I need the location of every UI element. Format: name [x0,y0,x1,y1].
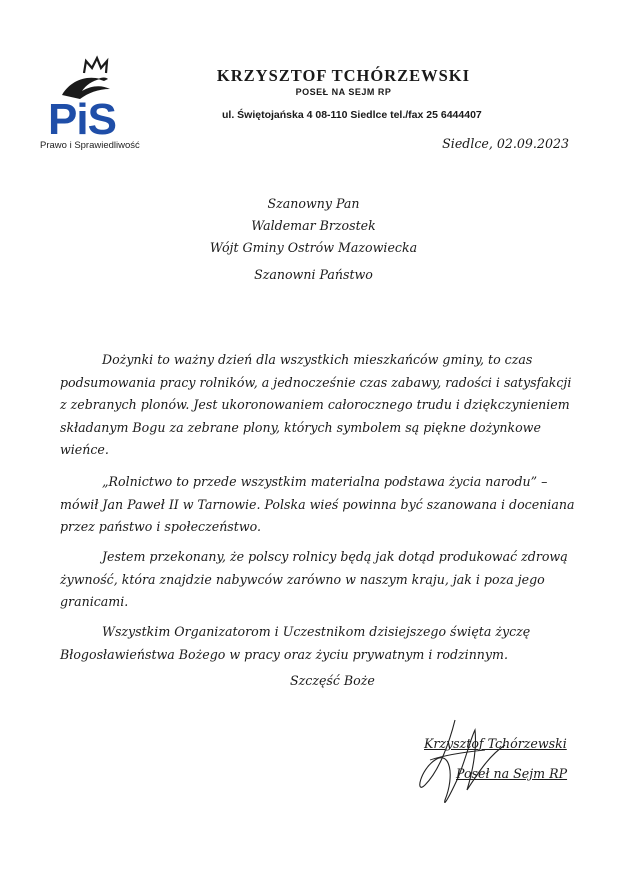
recipient-salutation: Szanowny Pan [267,196,360,211]
signatory-title: Poseł na Sejm RP [456,766,568,781]
logo-wordmark: PiS [48,95,116,144]
paragraph-2: „Rolnictwo to przede wszystkim materialna podstawa życia narodu” – mówił Jan Paweł II w Tarnowie. Polska wieś powinna być szanowana i doceniana przez państwo i społeczeństwo. [60,474,575,534]
letter-date: Siedlce, 02.09.2023 [442,136,569,151]
recipient-name: Waldemar Brzostek [251,218,376,233]
paragraph-1: Dożynki to ważny dzień dla wszystkich mieszkańców gminy, to czas podsumowania pracy rolników, a jednocześnie czas zabawy, radości i satysfakcji z zebranych plonów. Jest ukoronowaniem całorocznego trudu i dziękczynieniem składanym Bogu za zebrane plony, których symbolem są piękne dożynkowe wieńce. [60,352,572,457]
recipient-title: Wójt Gminy Ostrów Mazowiecka [209,240,418,255]
logo-subtitle: Prawo i Sprawiedliwość [40,140,140,151]
paragraph-4: Wszystkim Organizatorom i Uczestnikom dzisiejszego święta życzę Błogosławieństwa Bożego w pracy oraz życiu prywatnym i rodzinnym. [60,624,531,662]
paragraph-3: Jestem przekonany, że polscy rolnicy będą jak dotąd produkować zdrową żywność, która znajdzie nabywców zarówno w naszym kraju, jak i poza jego granicami. [60,549,568,609]
greeting: Szanowni Państwo [254,267,373,282]
closing-phrase: Szczęść Boże [290,673,375,688]
signatory-name: Krzysztof Tchórzewski [424,736,567,751]
sender-name: KRZYSZTOF TCHÓRZEWSKI [216,66,471,85]
sender-address: ul. Świętojańska 4 08-110 Siedlce tel./fax 25 6444407 [222,109,482,121]
sender-role: POSEŁ NA SEJM RP [295,87,392,97]
handwritten-signature [395,700,535,820]
